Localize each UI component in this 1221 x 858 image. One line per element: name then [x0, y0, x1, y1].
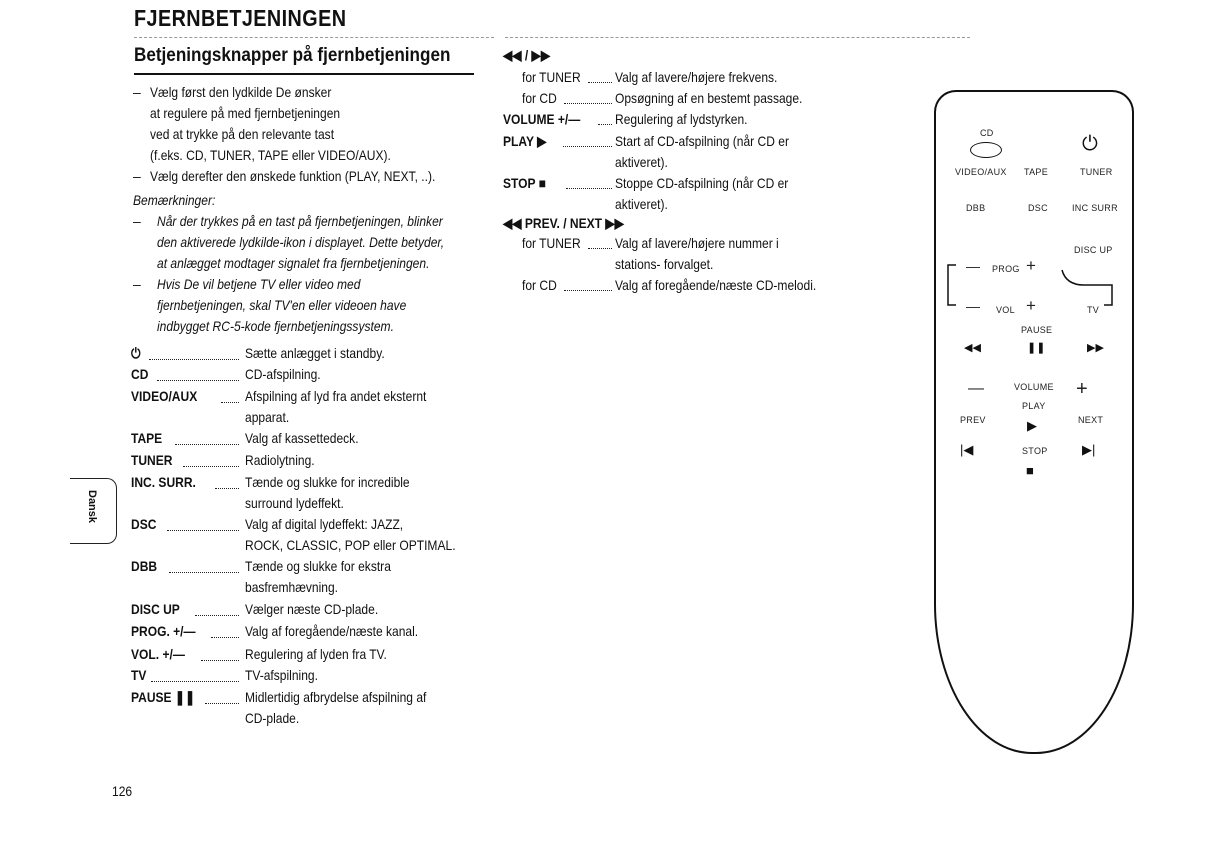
term-label: for TUNER [522, 235, 581, 251]
leader-dots [201, 660, 239, 661]
definition-desc: Tænde og slukke for incredible [245, 474, 410, 490]
remote-label-cd: CD [980, 128, 994, 138]
remote-label-disc-up: DISC UP [1074, 245, 1113, 255]
remote-label-play: PLAY [1022, 401, 1046, 411]
search-heading: ◀◀ / ▶▶ [503, 47, 551, 63]
leader-dots [195, 615, 239, 616]
intro-line: Vælg først den lydkilde De ønsker [150, 84, 332, 100]
definition-desc: Regulering af lyden fra TV. [245, 646, 387, 662]
prevnext-heading: ◀◀ PREV. / NEXT ▶▶ [503, 215, 624, 231]
definition-desc: surround lydeffekt. [245, 495, 344, 511]
definition-desc: Sætte anlægget i standby. [245, 345, 385, 361]
leader-dots [169, 572, 239, 573]
term-desc: Valg af foregående/næste CD-melodi. [615, 277, 817, 293]
definition-desc: Midlertidig afbrydelse afspilning af [245, 689, 427, 705]
term-label: PLAY ▶ [503, 133, 547, 149]
definition-desc: Valg af foregående/næste kanal. [245, 623, 419, 639]
remote-label-tuner: TUNER [1080, 167, 1113, 177]
leader-dots [566, 188, 612, 189]
definition-term: TUNER [131, 452, 173, 468]
definition-desc: apparat. [245, 409, 290, 425]
header-divider-right [505, 37, 970, 38]
term-desc: aktiveret). [615, 196, 668, 212]
bullet-dash: – [133, 213, 141, 229]
term-desc: Valg af lavere/højere nummer i [615, 235, 779, 251]
leader-dots [564, 103, 612, 104]
bullet-dash: – [133, 84, 141, 100]
leader-dots [221, 402, 239, 403]
definition-desc: TV-afspilning. [245, 667, 318, 683]
definition-desc: basfremhævning. [245, 579, 339, 595]
page-title: FJERNBETJENINGEN [134, 5, 347, 31]
intro-line: ved at trykke på den relevante tast [150, 126, 335, 142]
definition-term: TAPE [131, 430, 163, 446]
remote-label-inc-surr: INC SURR [1072, 203, 1118, 213]
note-line: indbygget RC-5-kode fjernbetjeningssystem. [157, 318, 394, 334]
bullet-dash: – [133, 276, 141, 292]
remote-volume-plus: + [1076, 378, 1088, 400]
note-line: fjernbetjeningen, skal TV'en eller videoen have [157, 297, 407, 313]
leader-dots [211, 637, 239, 638]
remote-label-volume: VOLUME [1014, 382, 1054, 392]
definition-term: ⏻ [131, 345, 141, 361]
leader-dots [598, 124, 612, 125]
remote-prog-minus: — [966, 258, 981, 274]
note-line: Hvis De vil betjene TV eller video med [157, 276, 361, 292]
rewind-icon: ◀◀ [964, 342, 981, 354]
definition-desc: Radiolytning. [245, 452, 315, 468]
term-label: STOP ■ [503, 175, 546, 191]
remote-vol-minus: — [966, 298, 981, 314]
term-desc: stations- forvalget. [615, 256, 714, 272]
definition-term: CD [131, 366, 149, 382]
remote-cd-button [970, 142, 1002, 158]
definition-desc: Valg af digital lydeffekt: JAZZ, [245, 516, 404, 532]
leader-dots [588, 248, 612, 249]
definition-desc: Vælger næste CD-plade. [245, 601, 379, 617]
term-label: for TUNER [522, 69, 581, 85]
remote-vol-plus: + [1026, 296, 1037, 315]
term-desc: Stoppe CD-afspilning (når CD er [615, 175, 789, 191]
pause-icon: ❚❚ [1027, 342, 1046, 354]
definition-desc: CD-afspilning. [245, 366, 321, 382]
definition-term: DISC UP [131, 601, 180, 617]
definition-term: VIDEO/AUX [131, 388, 198, 404]
remote-label-dbb: DBB [966, 203, 986, 213]
definition-desc: Tænde og slukke for ekstra [245, 558, 391, 574]
definition-term: PROG. +/— [131, 623, 196, 639]
remote-label-prog: PROG [992, 264, 1020, 274]
play-icon: ▶ [1027, 418, 1037, 433]
definition-term: TV [131, 667, 147, 683]
language-tab-label: Dansk [86, 490, 98, 524]
leader-dots [183, 466, 239, 467]
fast-forward-icon: ▶▶ [1087, 342, 1104, 354]
intro-line: at regulere på med fjernbetjeningen [150, 105, 341, 121]
leader-dots [564, 290, 612, 291]
leader-dots [167, 530, 239, 531]
definition-desc: Valg af kassettedeck. [245, 430, 359, 446]
leader-dots [151, 681, 239, 682]
stop-icon: ■ [1026, 463, 1034, 478]
header-divider [134, 37, 494, 38]
previous-track-icon: |◀ [960, 442, 974, 457]
remote-prog-plus: + [1026, 256, 1037, 275]
remote-label-pause: PAUSE [1021, 325, 1053, 335]
term-label: for CD [522, 90, 557, 106]
leader-dots [205, 703, 239, 704]
remote-label-next: NEXT [1078, 415, 1104, 425]
definition-term: VOL. +/— [131, 646, 185, 662]
term-label: for CD [522, 277, 557, 293]
section-title: Betjeningsknapper på fjernbetjeningen [134, 45, 451, 66]
remote-label-video-aux: VIDEO/AUX [955, 167, 1007, 177]
bullet-dash: – [133, 168, 141, 184]
definition-term: DSC [131, 516, 157, 532]
term-desc: Regulering af lydstyrken. [615, 111, 748, 127]
definition-desc: ROCK, CLASSIC, POP eller OPTIMAL. [245, 537, 456, 553]
leader-dots [149, 359, 239, 360]
definition-desc: Afspilning af lyd fra andet eksternt [245, 388, 427, 404]
note-line: Når der trykkes på en tast på fjernbetjeningen, blinker [157, 213, 443, 229]
term-desc: aktiveret). [615, 154, 668, 170]
remote-label-tape: TAPE [1024, 167, 1049, 177]
intro-line: (f.eks. CD, TUNER, TAPE eller VIDEO/AUX). [150, 147, 391, 163]
remote-volume-minus: — [968, 380, 985, 397]
intro-line: Vælg derefter den ønskede funktion (PLAY, NEXT, ..). [150, 168, 436, 184]
leader-dots [588, 82, 612, 83]
term-desc: Valg af lavere/højere frekvens. [615, 69, 778, 85]
term-label: VOLUME +/— [503, 111, 581, 127]
page-number: 126 [112, 783, 133, 799]
term-desc: Opsøgning af en bestemt passage. [615, 90, 803, 106]
standby-icon: ⏻ [1082, 133, 1098, 155]
remote-label-tv: TV [1087, 305, 1100, 315]
term-desc: Start af CD-afspilning (når CD er [615, 133, 789, 149]
remote-label-vol: VOL [996, 305, 1015, 315]
definition-desc: CD-plade. [245, 710, 300, 726]
remote-label-prev: PREV [960, 415, 986, 425]
note-line: at anlægget modtager signalet fra fjernbetjeningen. [157, 255, 430, 271]
leader-dots [215, 488, 239, 489]
leader-dots [175, 444, 239, 445]
remote-label-stop: STOP [1022, 446, 1048, 456]
notes-heading: Bemærkninger: [133, 192, 216, 208]
leader-dots [157, 380, 239, 381]
note-line: den aktiverede lydkilde-ikon i displayet. Dette betyder, [157, 234, 445, 250]
remote-label-dsc: DSC [1028, 203, 1048, 213]
section-divider [134, 73, 474, 75]
definition-term: DBB [131, 558, 158, 574]
leader-dots [563, 146, 612, 147]
next-track-icon: ▶| [1082, 442, 1096, 457]
definition-term: INC. SURR. [131, 474, 196, 490]
definition-term: PAUSE ❚❚ [131, 689, 196, 705]
